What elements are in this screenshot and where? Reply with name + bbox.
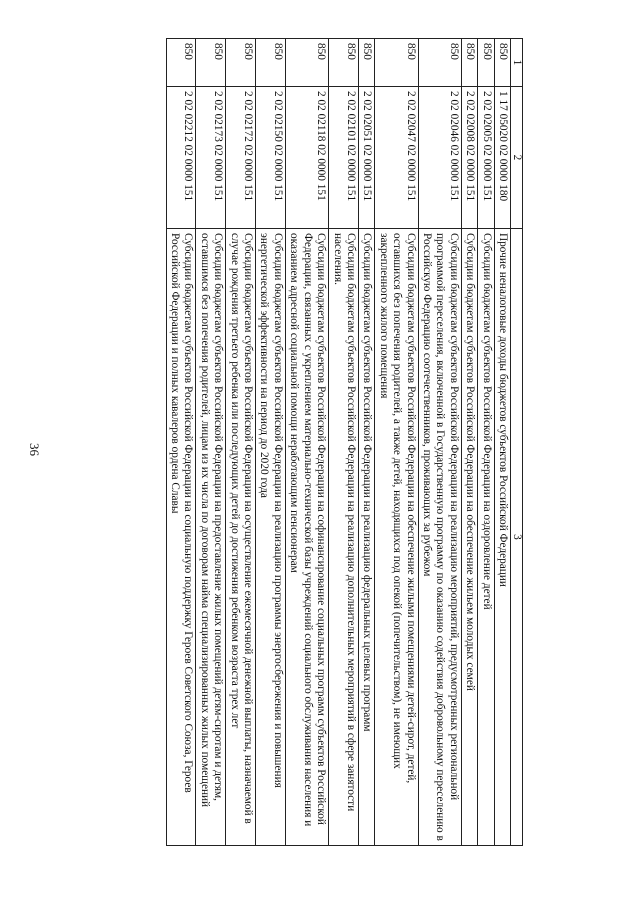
kbk-code-cell: 2 02 02101 02 0000 151 — [329, 87, 359, 229]
table-row — [329, 39, 359, 846]
table-row — [256, 39, 286, 846]
table-row — [196, 39, 226, 846]
admin-code-cell: 850 — [256, 39, 286, 87]
kbk-code-cell: 2 02 02173 02 0000 151 — [196, 87, 226, 229]
kbk-code-cell: 2 02 02212 02 0000 151 — [166, 87, 196, 229]
kbk-code-cell: 2 02 02172 02 0000 151 — [226, 87, 256, 229]
admin-code-cell: 850 — [358, 39, 374, 87]
admin-code-cell: 850 — [285, 39, 328, 87]
kbk-code-cell: 2 02 02150 02 0000 151 — [256, 87, 286, 229]
kbk-code-cell: 1 17 05020 02 0000 180 — [494, 87, 510, 229]
table-row — [166, 39, 196, 846]
table-row — [478, 39, 494, 846]
admin-code-cell: 850 — [494, 39, 510, 87]
admin-code-cell: 850 — [166, 39, 196, 87]
kbk-code-cell: 2 02 02118 02 0000 151 — [285, 87, 328, 229]
revenue-name-cell: Прочие неналоговые доходы бюджетов субъектов Российской Федерации — [494, 229, 510, 846]
revenue-name-cell: Субсидии бюджетам субъектов Российской Федерации на осуществление ежемесячной денежной выплаты, назначаемой в случае рождения третьего ребенка или последующих детей до достижения ребенком возраста трех лет — [226, 229, 256, 846]
revenue-name-cell: Субсидии бюджетам субъектов Российской Федерации на обеспечение жильем молодых семей — [461, 229, 477, 846]
page-number: 36 — [27, 443, 42, 456]
rotated-table-region — [91, 38, 523, 845]
admin-code-cell: 850 — [329, 39, 359, 87]
revenue-name-cell: Субсидии бюджетам субъектов Российской Федерации на предоставление жилых помещений детям-сиротам и детям, оставшимся без попечения родителей, лицам из их числа по договорам найма специализированных жилых помещений — [196, 229, 226, 846]
admin-code-cell: 850 — [226, 39, 256, 87]
revenue-name-cell: Субсидии бюджетам субъектов Российской Федерации на реализацию программы энергосбережения и повышения энергетической эффективности на период до 2020 года — [256, 229, 286, 846]
table-row — [226, 39, 256, 846]
revenue-name-cell: Субсидии бюджетам субъектов Российской Федерации на обеспечение жилыми помещениями детей-сирот, детей, оставшихся без попечения родителей, а также детей, находящихся под опекой (попечительством), не имеющих закрепленного жилого помещения — [375, 229, 418, 846]
kbk-code-cell: 2 02 02046 02 0000 151 — [418, 87, 461, 229]
admin-code-cell: 850 — [461, 39, 477, 87]
revenue-name-cell: Субсидии бюджетам субъектов Российской Федерации на социальную поддержку Героев Советского Союза, Героев Российской Федерации и полных кавалеров ордена Славы — [166, 229, 196, 846]
admin-code-cell: 850 — [418, 39, 461, 87]
header-col-1: 1 — [511, 39, 523, 87]
revenue-name-cell: Субсидии бюджетам субъектов Российской Федерации на софинансирование социальных программ субъектов Российской Федерации, связанных с укреплением материально-технической базы учреждений социального обслуживания населения и оказанием адресной социальной помощи неработающим пенсионерам — [285, 229, 328, 846]
table-row — [494, 39, 510, 846]
kbk-code-cell: 2 02 02047 02 0000 151 — [375, 87, 418, 229]
kbk-code-cell: 2 02 02005 02 0000 151 — [478, 87, 494, 229]
kbk-code-cell: 2 02 02008 02 0000 151 — [461, 87, 477, 229]
admin-code-cell: 850 — [196, 39, 226, 87]
revenue-name-cell: Субсидии бюджетам субъектов Российской Федерации на реализацию федеральных целевых программ — [358, 229, 374, 846]
admin-code-cell: 850 — [478, 39, 494, 87]
table-row — [375, 39, 418, 846]
table-row — [418, 39, 461, 846]
kbk-code-cell: 2 02 02051 02 0000 151 — [358, 87, 374, 229]
revenue-name-cell: Субсидии бюджетам субъектов Российской Федерации на реализацию дополнительных мероприятий в сфере занятости населения. — [329, 229, 359, 846]
revenue-name-cell: Субсидии бюджетам субъектов Российской Федерации на реализацию мероприятий, предусмотренных региональной программой переселения, включенной в Государственную программу по оказанию содействия добровольному переселению в Российскую Федерацию соотечественников, проживающих за рубежом — [418, 229, 461, 846]
table-row — [285, 39, 328, 846]
table-header-row — [511, 39, 523, 846]
header-col-3: 3 — [511, 229, 523, 846]
revenue-name-cell: Субсидии бюджетам субъектов Российской Федерации на оздоровление детей — [478, 229, 494, 846]
admin-code-cell: 850 — [375, 39, 418, 87]
table-row — [461, 39, 477, 846]
revenue-codes-table — [166, 38, 523, 846]
table-row — [358, 39, 374, 846]
header-col-2: 2 — [511, 87, 523, 229]
